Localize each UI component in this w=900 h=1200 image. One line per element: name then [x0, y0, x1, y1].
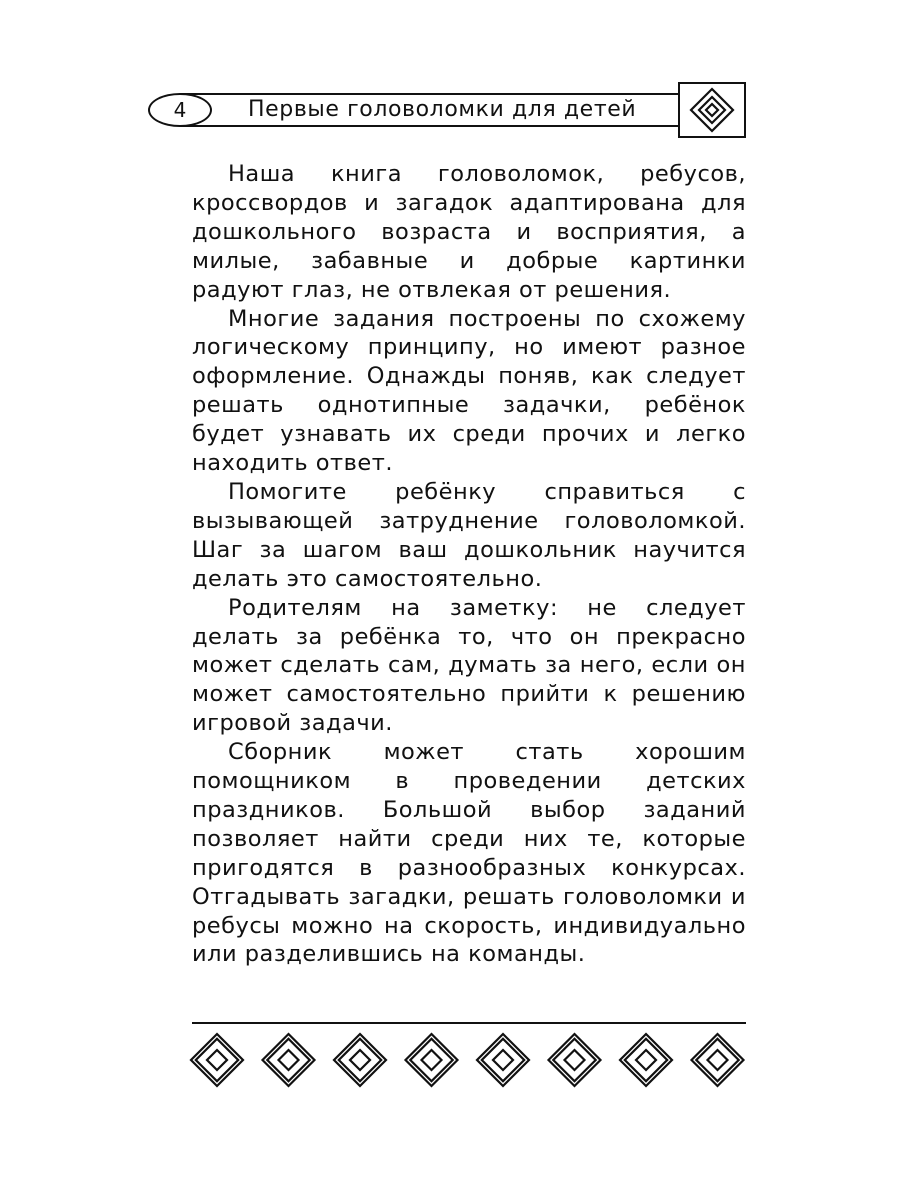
diamond-ornament-icon [620, 1034, 672, 1086]
page-number: 4 [148, 93, 212, 127]
diamond-ornament-icon [406, 1034, 458, 1086]
paragraph-4: Родителям на заметку: не следует делать за ребёнка то, что он прекрасно может сделать сам, думать за него, если он может самостоятельно прийти к решению игровой задачи. [192, 594, 746, 737]
paragraph-3: Помогите ребёнку справиться с вызывающей затруднение головоломкой. Шаг за шагом ваш дошкольник научится делать это самостоятельно. [192, 478, 746, 592]
body-text [192, 160, 746, 969]
paragraph-1: Наша книга головоломок, ребусов, кроссвордов и загадок адаптирована для дошкольного возраста и восприятия, а милые, забавные и добрые картинки радуют глаз, не отвлекая от решения. [192, 161, 746, 303]
bottom-rule [192, 1022, 746, 1024]
diamond-ornament-icon [334, 1034, 386, 1086]
header-rule-top [180, 93, 680, 95]
header-rule-bottom [180, 125, 680, 127]
page-header [148, 82, 748, 138]
diamond-ornament-icon [549, 1034, 601, 1086]
header-ornament-box [678, 82, 746, 138]
diamond-ornament-icon [692, 1034, 744, 1086]
running-title: Первые головоломки для детей [248, 97, 637, 122]
ornament-row [188, 1030, 750, 1090]
diamond-ornament-icon [191, 1034, 243, 1086]
diamond-ornament-icon [263, 1034, 315, 1086]
diamond-ornament-icon [687, 85, 737, 135]
paragraph-2: Многие задания построены по схожему логическому принципу, но имеют разное оформление. Однажды поняв, как следует решать однотипные задачки, ребёнок будет узнавать их среди прочих и легко находить ответ. [192, 305, 746, 477]
paragraph-5: Сборник может стать хорошим помощником в проведении детских праздников. Большой выбор заданий позволяет найти среди них те, которые пригодятся в разнообразных конкурсах. Отгадывать загадки, решать головоломки и ребусы можно на скорость, индивидуально или разделившись на команды. [192, 739, 746, 968]
diamond-ornament-icon [477, 1034, 529, 1086]
